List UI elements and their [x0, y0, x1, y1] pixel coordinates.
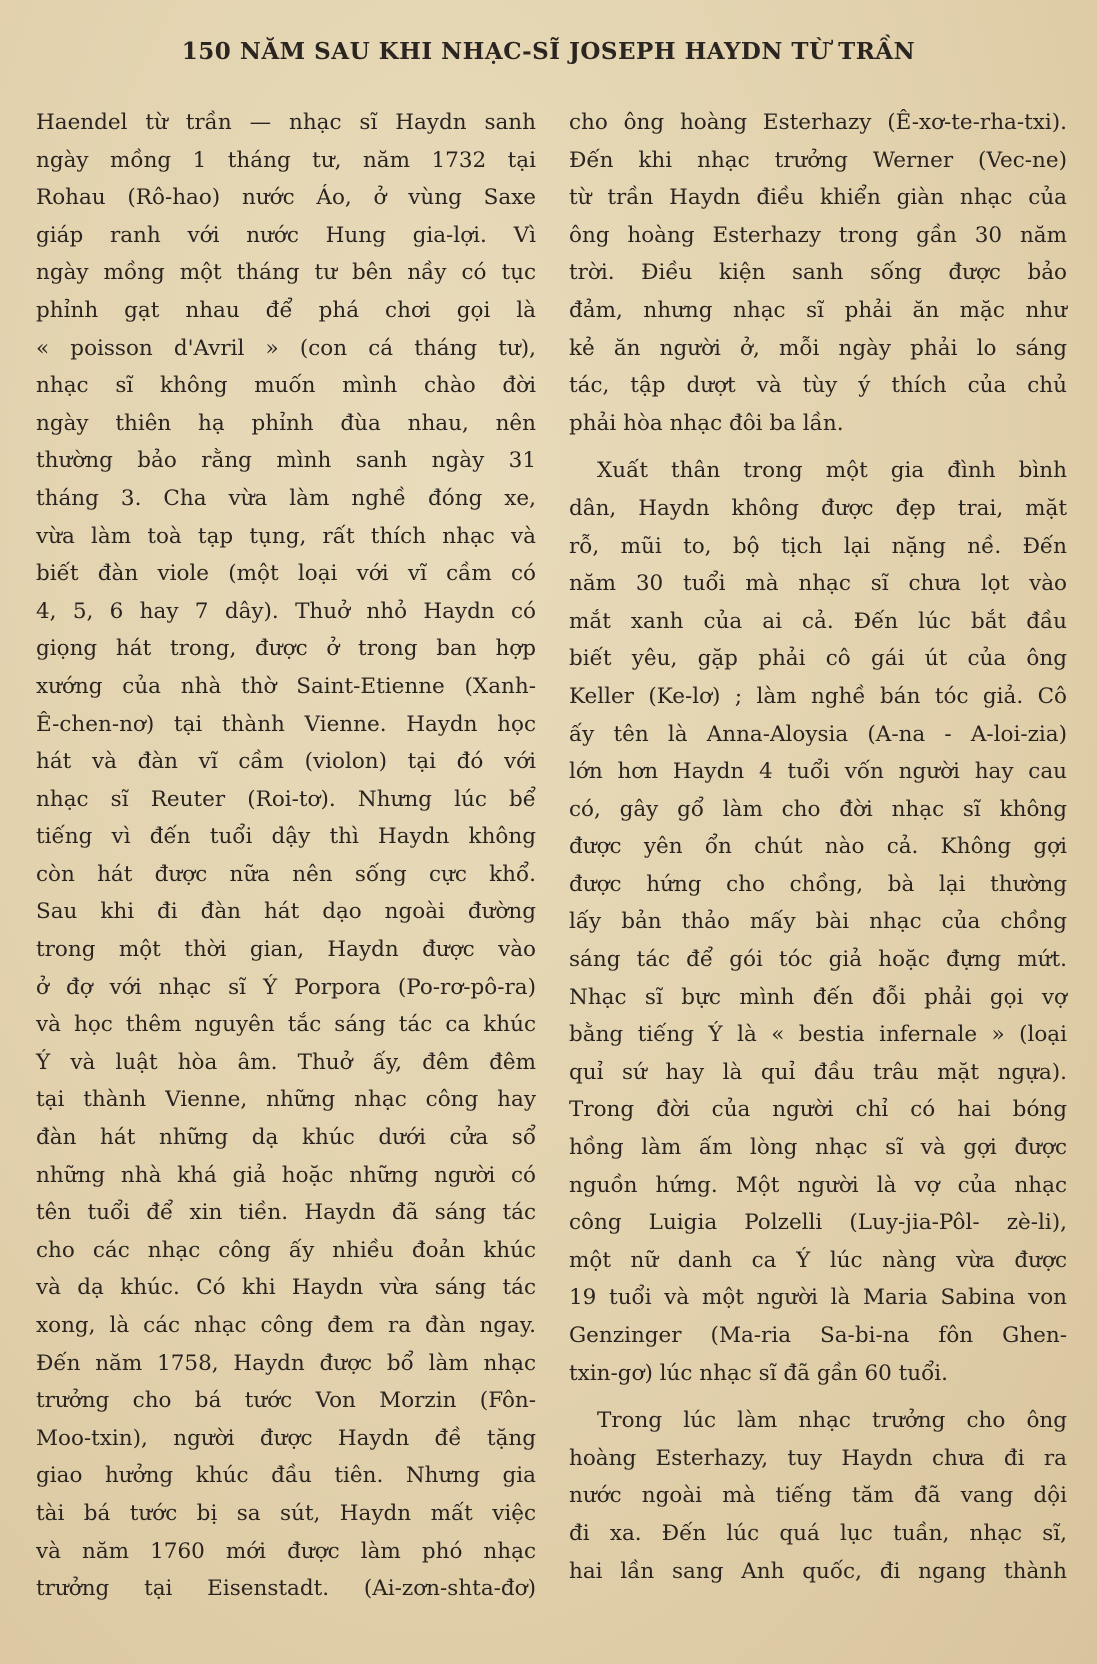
- text-line: giao hưởng khúc đầu tiên. Nhưng gia: [36, 1463, 536, 1489]
- text-line: phải hòa nhạc đôi ba lần.: [569, 410, 844, 436]
- left-column: [36, 104, 536, 1608]
- text-line: đi xa. Đến lúc quá lục tuần, nhạc sĩ,: [569, 1520, 1067, 1546]
- text-line: giáp ranh với nước Hung gia-lợi. Vì: [36, 222, 536, 248]
- text-line: trưởng tại Eisenstadt. (Ai-zơn-shta-đơ): [36, 1576, 536, 1602]
- text-line: một nữ danh ca Ý lúc nàng vừa được: [569, 1247, 1067, 1273]
- text-line: được yên ổn chút nào cả. Không gợi: [569, 834, 1067, 860]
- text-line: txin-gơ) lúc nhạc sĩ đã gần 60 tuổi.: [569, 1360, 948, 1386]
- text-line: ngày mồng một tháng tư bên nầy có tục: [36, 260, 536, 286]
- text-line: cho các nhạc công ấy nhiều đoản khúc: [36, 1237, 536, 1263]
- text-line: ngày thiên hạ phỉnh đùa nhau, nên: [36, 410, 536, 436]
- text-line: Haendel từ trần — nhạc sĩ Haydn sanh: [36, 110, 536, 135]
- text-line: quỉ sứ hay là quỉ đầu trâu mặt ngựa).: [569, 1059, 1067, 1085]
- text-line: rỗ, mũi to, bộ tịch lại nặng nề. Đến: [569, 533, 1067, 559]
- text-line: Keller (Ke-lơ) ; làm nghề bán tóc giả. Cô: [569, 683, 1067, 709]
- right-column: [569, 104, 1067, 1590]
- text-line: biết yêu, gặp phải cô gái út của ông: [569, 646, 1067, 672]
- text-line: kẻ ăn người ở, mỗi ngày phải lo sáng: [569, 335, 1067, 361]
- text-line: Ý và luật hòa âm. Thuở ấy, đêm đêm: [36, 1049, 536, 1075]
- text-line: ở đợ với nhạc sĩ Ý Porpora (Po-rơ-pô-ra): [36, 974, 536, 1000]
- paragraph-gap: [569, 1392, 1067, 1402]
- text-line: vừa làm toà tạp tụng, rất thích nhạc và: [36, 523, 536, 549]
- text-line: sáng tác để gói tóc giả hoặc đựng mứt.: [569, 947, 1067, 973]
- text-line: lớn hơn Haydn 4 tuổi vốn người hay cau: [569, 759, 1067, 785]
- text-line: tài bá tước bị sa sút, Haydn mất việc: [36, 1500, 536, 1526]
- text-line: công Luigia Polzelli (Luy-jia-Pôl- zè-li),: [569, 1210, 1067, 1236]
- text-line: Sau khi đi đàn hát dạo ngoài đường: [36, 899, 536, 925]
- text-line: tên tuổi để xin tiền. Haydn đã sáng tác: [36, 1200, 536, 1226]
- text-line: mắt xanh của ai cả. Đến lúc bắt đầu: [569, 608, 1067, 634]
- text-line: Ê-chen-nơ) tại thành Vienne. Haydn học: [36, 711, 536, 737]
- text-line: hồng làm ấm lòng nhạc sĩ và gợi được: [569, 1135, 1067, 1161]
- text-line: ngày mồng 1 tháng tư, năm 1732 tại: [36, 147, 536, 173]
- text-line: từ trần Haydn điều khiển giàn nhạc của: [569, 185, 1067, 211]
- text-line: và năm 1760 mới được làm phó nhạc: [36, 1538, 536, 1564]
- text-line: « poisson d'Avril » (con cá tháng tư),: [36, 335, 536, 361]
- text-line: Đến khi nhạc trưởng Werner (Vec-ne): [569, 147, 1067, 173]
- text-line: còn hát được nữa nên sống cực khổ.: [36, 861, 536, 887]
- text-line: Nhạc sĩ bực mình đến đỗi phải gọi vợ: [569, 984, 1067, 1010]
- text-line: giọng hát trong, được ở trong ban hợp: [36, 636, 536, 662]
- text-line: hai lần sang Anh quốc, đi ngang thành: [569, 1558, 1067, 1584]
- text-line: có, gây gổ làm cho đời nhạc sĩ không: [569, 796, 1067, 822]
- text-line: trong một thời gian, Haydn được vào: [36, 937, 536, 963]
- text-line: hoàng Esterhazy, tuy Haydn chưa đi ra: [569, 1445, 1067, 1471]
- text-line: xong, là các nhạc công đem ra đàn ngay.: [36, 1313, 536, 1338]
- page-header-title: 150 NĂM SAU KHI NHẠC-SĨ JOSEPH HAYDN TỪ TRẦN: [181, 38, 916, 65]
- paragraph-gap: [569, 442, 1067, 452]
- text-line: tháng 3. Cha vừa làm nghề đóng xe,: [36, 485, 536, 511]
- text-line: 4, 5, 6 hay 7 dây). Thuở nhỏ Haydn có: [36, 598, 536, 624]
- text-line: những nhà khá giả hoặc những người có: [36, 1162, 536, 1188]
- text-line: ấy tên là Anna-Aloysia (A-na - A-loi-zia): [569, 721, 1067, 747]
- text-line: phỉnh gạt nhau để phá chơi gọi là: [36, 297, 536, 323]
- text-line: ông hoàng Esterhazy trong gần 30 năm: [569, 222, 1067, 248]
- text-line: Trong lúc làm nhạc trưởng cho ông: [597, 1408, 1067, 1434]
- text-line: dân, Haydn không được đẹp trai, mặt: [569, 495, 1067, 521]
- text-line: cho ông hoàng Esterhazy (Ê-xơ-te-rha-txi).: [569, 110, 1067, 135]
- text-line: Đến năm 1758, Haydn được bổ làm nhạc: [36, 1350, 536, 1376]
- text-line: tại thành Vienne, những nhạc công hay: [36, 1087, 536, 1113]
- text-line: Xuất thân trong một gia đình bình: [597, 458, 1067, 484]
- text-line: biết đàn viole (một loại với vĩ cầm có: [36, 561, 536, 587]
- text-line: Rohau (Rô-hao) nước Áo, ở vùng Saxe: [36, 185, 536, 211]
- text-line: 19 tuổi và một người là Maria Sabina von: [569, 1285, 1067, 1311]
- text-line: đàn hát những dạ khúc dưới cửa sổ: [36, 1125, 536, 1151]
- text-line: nhạc sĩ Reuter (Roi-tơ). Nhưng lúc bể: [36, 786, 536, 812]
- text-line: bằng tiếng Ý là « bestia infernale » (loại: [569, 1022, 1067, 1048]
- text-line: tác, tập dượt và tùy ý thích của chủ: [569, 373, 1067, 399]
- text-line: hát và đàn vĩ cầm (violon) tại đó với: [36, 749, 536, 775]
- text-line: nước ngoài mà tiếng tăm đã vang dội: [569, 1483, 1067, 1509]
- text-line: và học thêm nguyên tắc sáng tác ca khúc: [36, 1012, 536, 1038]
- text-line: trưởng cho bá tước Von Morzin (Fôn-: [36, 1388, 536, 1414]
- text-line: lấy bản thảo mấy bài nhạc của chồng: [569, 909, 1067, 935]
- text-line: tiếng vì đến tuổi dậy thì Haydn không: [36, 824, 536, 850]
- text-line: nhạc sĩ không muốn mình chào đời: [36, 373, 536, 399]
- text-line: thường bảo rằng mình sanh ngày 31: [36, 448, 536, 474]
- text-line: và dạ khúc. Có khi Haydn vừa sáng tác: [36, 1275, 536, 1301]
- text-line: Trong đời của người chỉ có hai bóng: [569, 1097, 1067, 1123]
- text-line: đảm, nhưng nhạc sĩ phải ăn mặc như: [569, 297, 1067, 323]
- text-line: được hứng cho chồng, bà lại thường: [569, 871, 1067, 897]
- text-line: Moo-txin), người được Haydn đề tặng: [36, 1425, 536, 1451]
- text-line: xướng của nhà thờ Saint-Etienne (Xanh-: [36, 673, 536, 699]
- text-line: trời. Điều kiện sanh sống được bảo: [569, 260, 1067, 286]
- text-line: năm 30 tuổi mà nhạc sĩ chưa lọt vào: [569, 571, 1067, 597]
- text-line: Genzinger (Ma-ria Sa-bi-na fôn Ghen-: [569, 1323, 1067, 1348]
- text-line: nguồn hứng. Một người là vợ của nhạc: [569, 1172, 1067, 1198]
